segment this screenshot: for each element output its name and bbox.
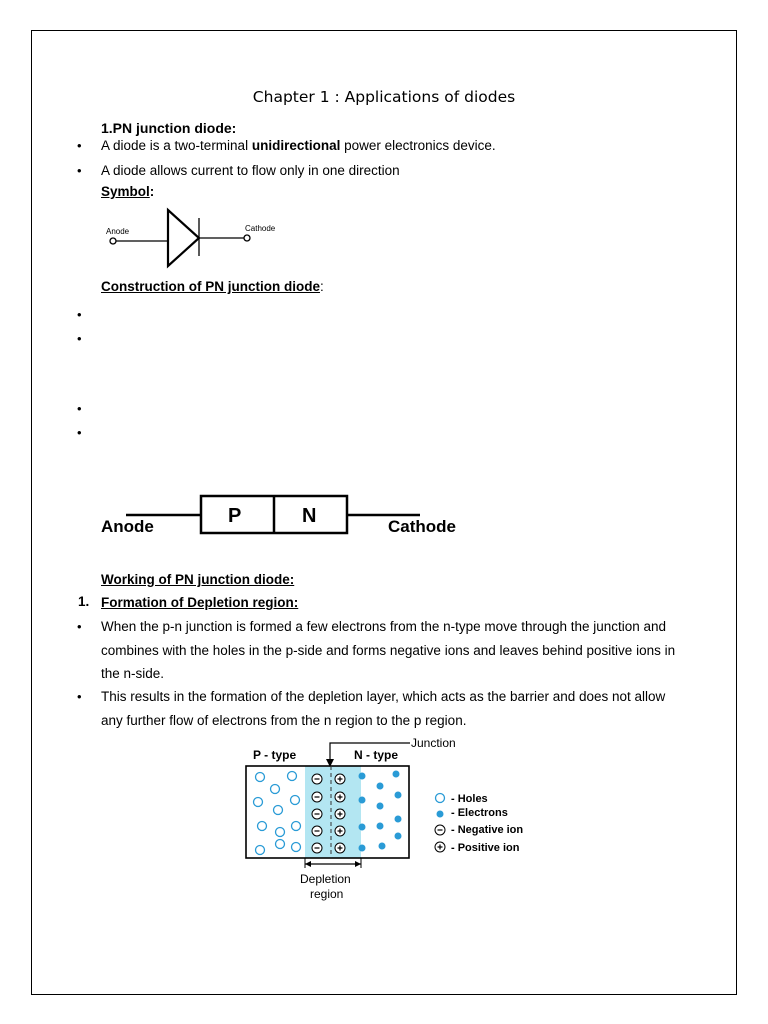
page-title: Chapter 1 : Applications of diodes [252, 88, 516, 106]
legend-electrons-label: - Electrons [451, 807, 508, 819]
bullet-dot-empty: • [77, 425, 82, 440]
block-anode-label: Anode [101, 517, 154, 536]
pn-junction-block-diagram [96, 488, 476, 548]
working-heading: Working of PN junction diode: [101, 572, 295, 587]
bullet-text-definition: A diode is a two-terminal unidirectional power electronics device. [101, 138, 496, 153]
legend [435, 793, 523, 854]
diode-triangle [168, 210, 199, 266]
depletion-region-figure [240, 734, 540, 906]
construction-heading: Construction of PN junction diode: [101, 279, 324, 294]
electrons-group [359, 771, 402, 852]
depletion-subheading: Formation of Depletion region: [101, 595, 299, 610]
list-number: 1. [78, 594, 90, 609]
bullet-text-depletion-barrier: This results in the formation of the depletion layer, which acts as the barrier and does not allow any further flow of electrons from the n region to the p region. [101, 689, 666, 728]
legend-negative-label: - Negative ion [451, 824, 524, 836]
depletion-label-1: Depletion [300, 872, 351, 886]
symbol-anode-label: Anode [106, 227, 130, 236]
bullet-dot: • [77, 163, 82, 178]
legend-positive-icon [435, 842, 445, 852]
legend-hole-icon [436, 794, 445, 803]
depletion-label-2: region [310, 887, 344, 901]
p-type-label: P - type [253, 748, 297, 762]
legend-positive-label: - Positive ion [451, 842, 520, 854]
anode-terminal [110, 238, 116, 244]
n-type-label: N - type [354, 748, 399, 762]
bullet-dot: • [77, 138, 82, 153]
section-heading-pn-junction: 1.PN junction diode: [101, 120, 237, 136]
legend-holes-label: - Holes [451, 793, 488, 805]
cathode-terminal [244, 235, 250, 241]
bullet-dot-empty: • [77, 401, 82, 416]
bullet-dot-empty: • [77, 307, 82, 322]
bullet-text-depletion-formation: When the p-n junction is formed a few electrons from the n-type move through the junction and combines with the holes in the p-side and forms negative ions and leaves behind positive ions in the n-side. [101, 619, 676, 681]
symbol-cathode-label: Cathode [245, 224, 276, 233]
diode-symbol-figure [100, 204, 290, 274]
legend-negative-icon [435, 825, 445, 835]
symbol-heading: Symbol: [101, 184, 155, 199]
bullet-dot: • [77, 619, 82, 634]
holes-group [254, 772, 301, 855]
depletion-arrow-left [305, 861, 311, 867]
bullet-dot: • [77, 689, 82, 704]
p-region-label: P [228, 505, 242, 527]
bullet-text-direction: A diode allows current to flow only in one direction [101, 163, 400, 178]
junction-label: Junction [411, 736, 456, 750]
depletion-arrow-right [355, 861, 361, 867]
legend-electron-icon [437, 811, 444, 818]
n-region-label: N [302, 505, 317, 527]
block-cathode-label: Cathode [388, 517, 456, 536]
bullet-dot-empty: • [77, 331, 82, 346]
